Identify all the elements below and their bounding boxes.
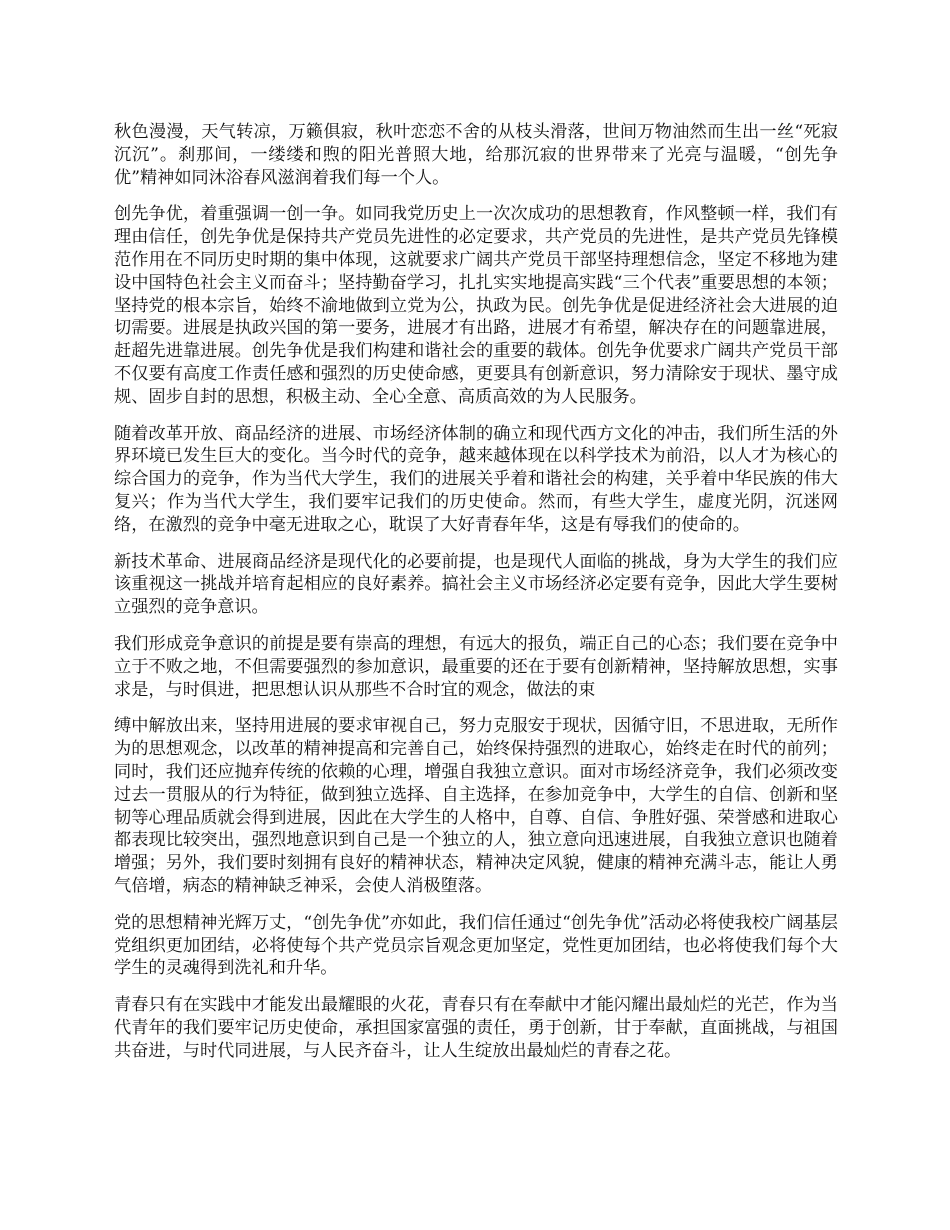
paragraph-3: 随着改革开放、商品经济的进展、市场经济体制的确立和现代西方文化的冲击，我们所生活的外界环境已发生巨大的变化。当今时代的竞争，越来越体现在以科学技术为前沿，以人才为核心的综合国力的竞争，作为当代大学生，我们的进展关乎着和谐社会的构建，关乎着中华民族的伟大复兴；作为当代大学生，我们要牢记我们的历史使命。然而，有些大学生，虚度光阴，沉迷网络，在激烈的竞争中毫无进取之心，耽误了大好青春年华，这是有辱我们的使命的。 <box>114 423 838 535</box>
paragraph-6: 缚中解放出来，坚持用进展的要求审视自己，努力克服安于现状，因循守旧，不思进取，无所作为的思想观念，以改革的精神提高和完善自己，始终保持强烈的进取心，始终走在时代的前列；同时，我们还应抛弃传统的依赖的心理，增强自我独立意识。面对市场经济竞争，我们必须改变过去一贯服从的行为特征，做到独立选择、自主选择，在参加竞争中，大学生的自信、创新和坚韧等心理品质就会得到进展，因此在大学生的人格中，自尊、自信、争胜好强、荣誉感和进取心都表现比较突出，强烈地意识到自己是一个独立的人，独立意向迅速进展，自我独立意识也随着增强；另外，我们要时刻拥有良好的精神状态，精神决定风貌，健康的精神充满斗志，能让人勇气倍增，病态的精神缺乏神采，会使人消极堕落。 <box>114 716 838 896</box>
paragraph-5: 我们形成竞争意识的前提是要有崇高的理想，有远大的报负，端正自己的心态；我们要在竞争中立于不败之地，不但需要强烈的参加意识，最重要的还在于要有创新精神，坚持解放思想，实事求是，与时俱进，把思想认识从那些不合时宜的观念，做法的束 <box>114 633 838 700</box>
paragraph-2: 创先争优，着重强调一创一争。如同我党历史上一次次成功的思想教育，作风整顿一样，我们有理由信任，创先争优是保持共产党员先进性的必定要求，共产党员的先进性，是共产党员先锋模范作用在不同历史时期的集中体现，这就要求广阔共产党员干部坚持理想信念，坚定不移地为建设中国特色社会主义而奋斗；坚持勤奋学习，扎扎实实地提高实践“三个代表”重要思想的本领；坚持党的根本宗旨，始终不渝地做到立党为公，执政为民。创先争优是促进经济社会大进展的迫切需要。进展是执政兴国的第一要务，进展才有出路，进展才有希望，解决存在的问题靠进展，赶超先进靠进展。创先争优是我们构建和谐社会的重要的载体。创先争优要求广阔共产党员干部不仅要有高度工作责任感和强烈的历史使命感，更要具有创新意识，努力清除安于现状、墨守成规、固步自封的思想，积极主动、全心全意、高质高效的为人民服务。 <box>114 204 838 407</box>
paragraph-4: 新技术革命、进展商品经济是现代化的必要前提，也是现代人面临的挑战，身为大学生的我们应该重视这一挑战并培育起相应的良好素养。搞社会主义市场经济必定要有竞争，因此大学生要树立强烈的竞争意识。 <box>114 551 838 618</box>
paragraph-1: 秋色漫漫，天气转凉，万籁俱寂，秋叶恋恋不舍的从枝头滑落，世间万物油然而生出一丝“死寂沉沉”。刹那间，一缕缕和煦的阳光普照大地，给那沉寂的世界带来了光亮与温暖，“创先争优”精神如同沐浴春风滋润着我们每一个人。 <box>114 122 838 188</box>
paragraph-7: 党的思想精神光辉万丈，“创先争优”亦如此，我们信任通过“创先争优”活动必将使我校广阔基层党组织更加团结，必将使每个共产党员宗旨观念更加坚定，党性更加团结，也必将使我们每个大学生的灵魂得到洗礼和升华。 <box>114 912 838 979</box>
paragraph-8: 青春只有在实践中才能发出最耀眼的火花，青春只有在奉献中才能闪耀出最灿烂的光芒，作为当代青年的我们要牢记历史使命，承担国家富强的责任，勇于创新，甘于奉献，直面挑战，与祖国共奋进，与时代同进展，与人民齐奋斗，让人生绽放出最灿烂的青春之花。 <box>114 995 838 1061</box>
document-body <box>114 121 838 1076</box>
